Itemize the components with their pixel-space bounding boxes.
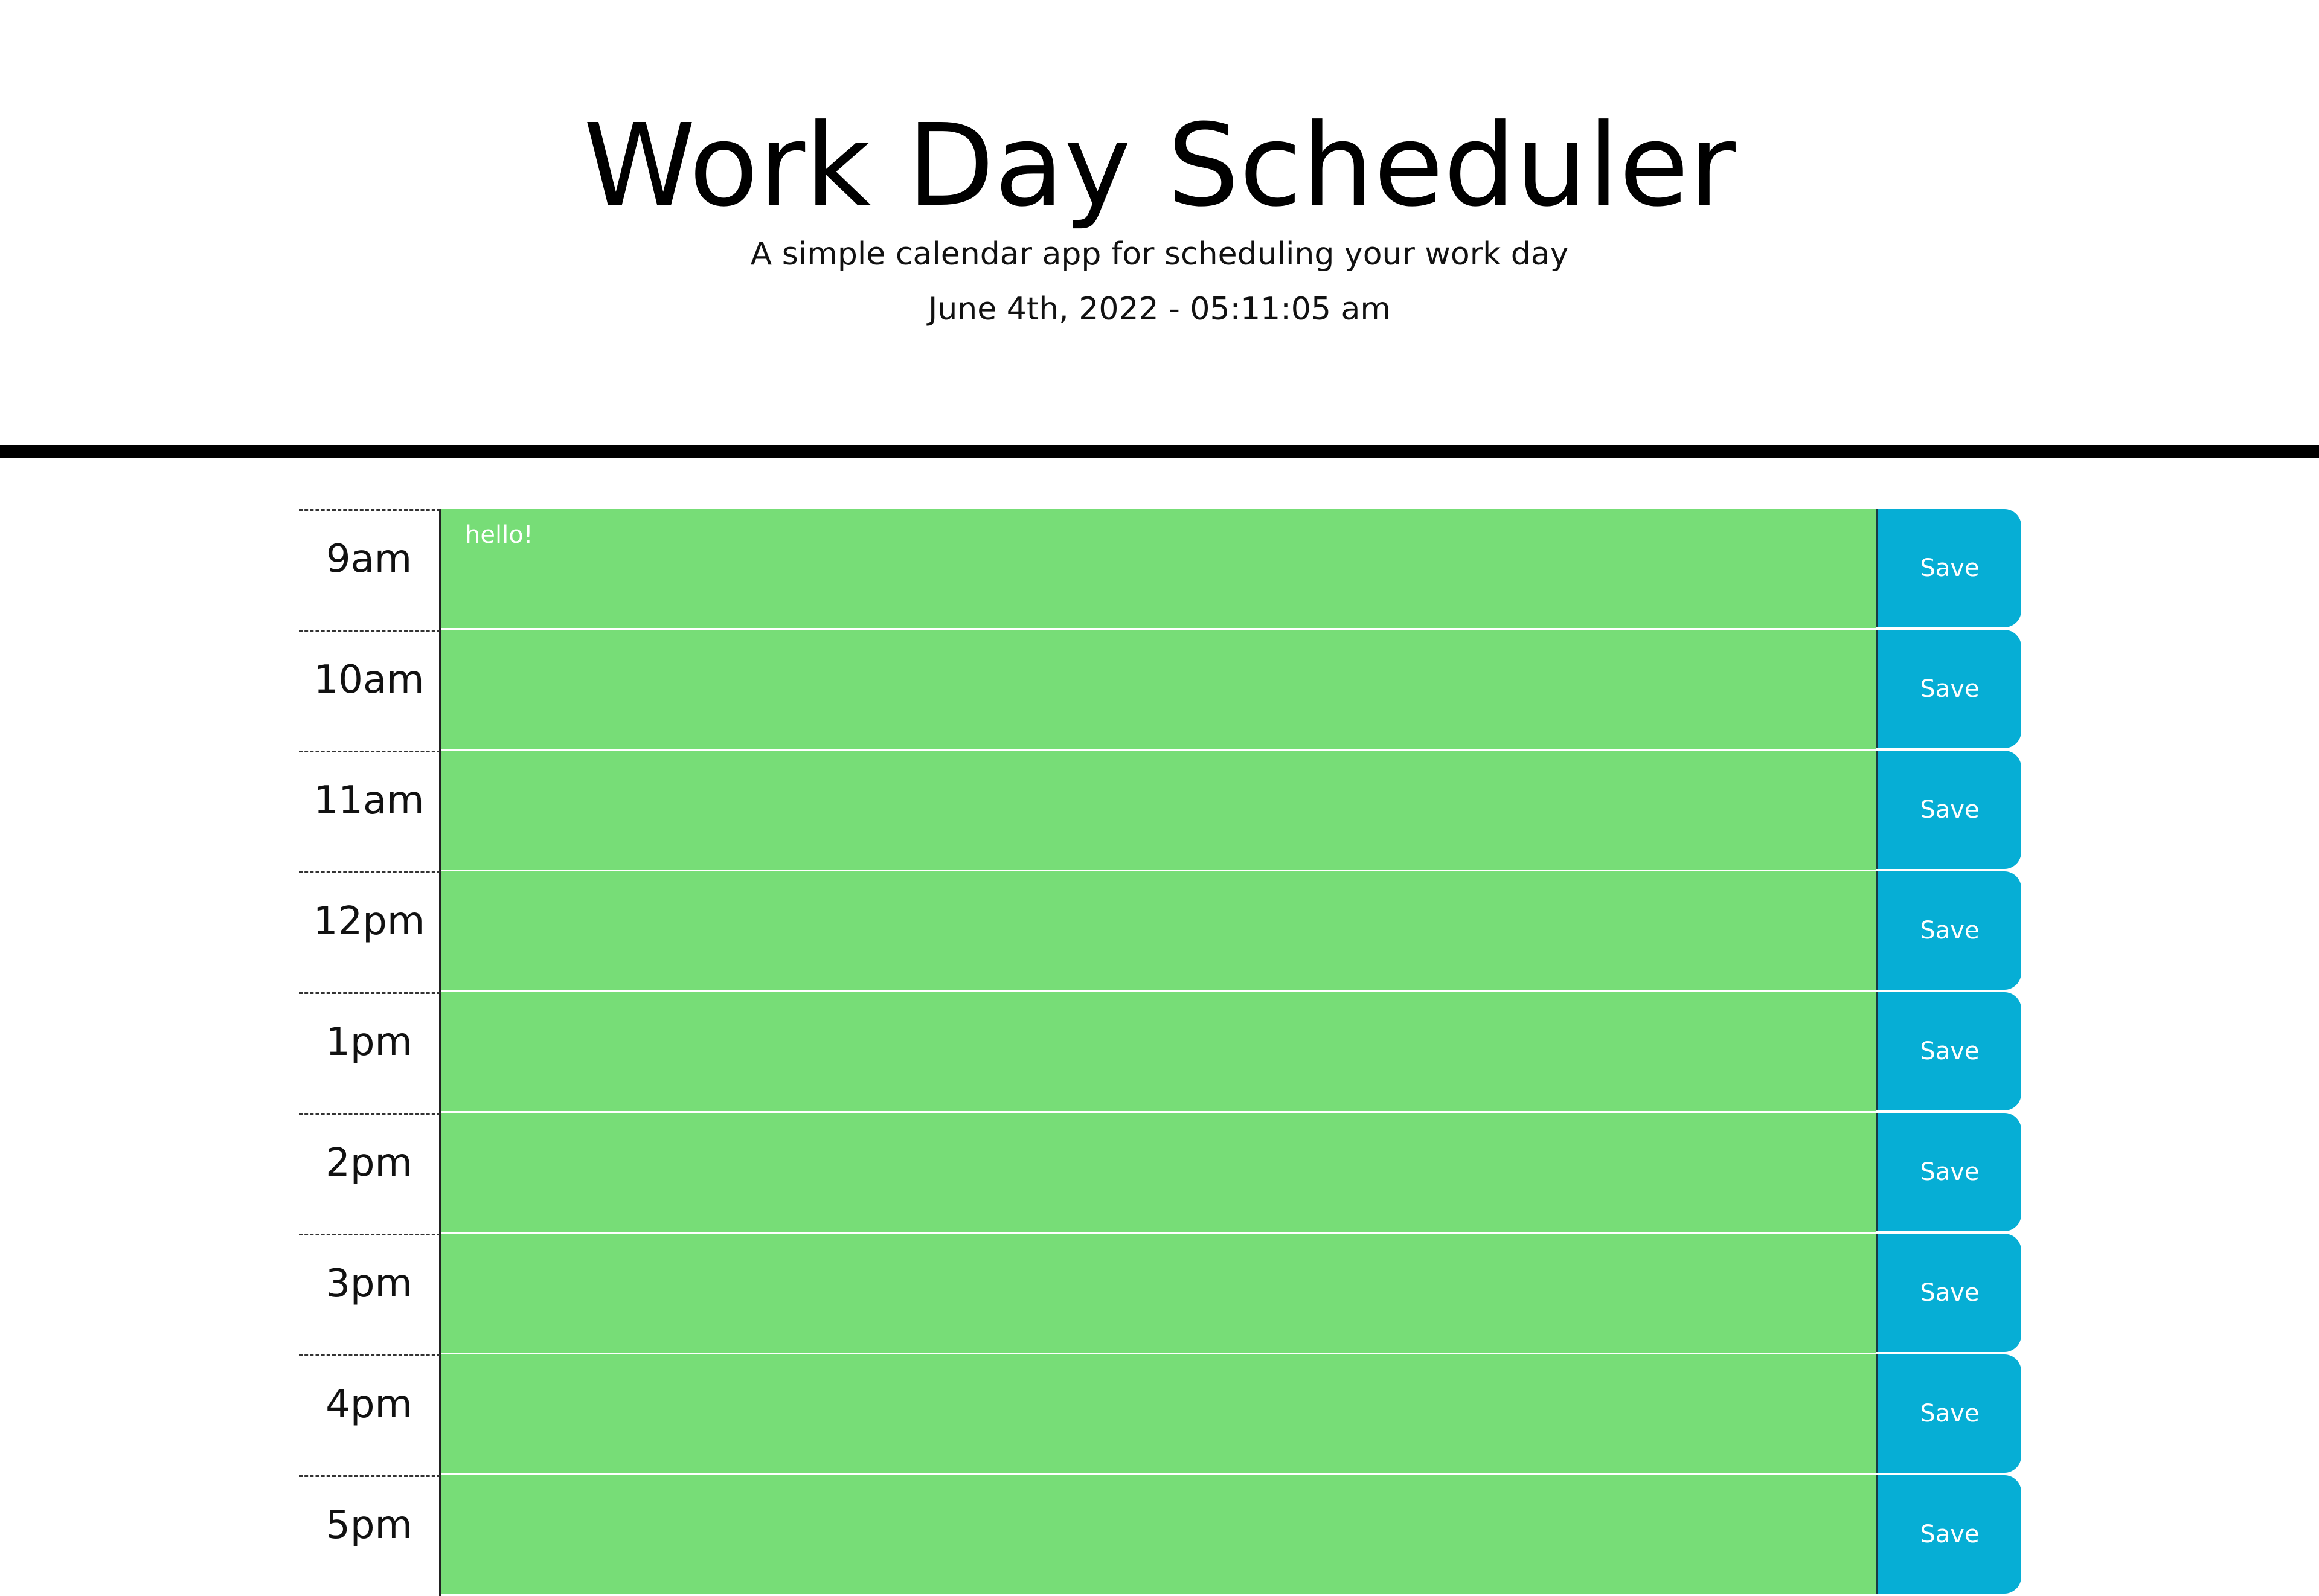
current-datetime: June 4th, 2022 - 05:11:05 am [928,291,1391,327]
save-button[interactable]: Save [1876,1354,2021,1473]
hour-label: 10am [299,630,441,751]
event-description-input[interactable] [441,871,1876,992]
hour-label: 2pm [299,1113,441,1234]
page-title: Work Day Scheduler [583,100,1736,232]
hour-label: 9am [299,509,441,630]
save-button[interactable]: Save [1876,1475,2021,1594]
save-button[interactable]: Save [1876,871,2021,990]
time-block-row [299,1475,2021,1596]
time-block-row [299,1113,2021,1234]
hour-label: 5pm [299,1475,441,1596]
time-block-row [299,992,2021,1113]
hour-label: 4pm [299,1354,441,1475]
event-description-input[interactable] [441,751,1876,871]
page-subtitle: A simple calendar app for scheduling your work day [750,236,1569,272]
event-description-input[interactable] [441,509,1876,630]
save-button[interactable]: Save [1876,992,2021,1110]
time-block-row [299,1354,2021,1475]
hour-label: 3pm [299,1234,441,1354]
save-button[interactable]: Save [1876,630,2021,748]
time-block-row [299,1234,2021,1354]
event-description-input[interactable] [441,1475,1876,1596]
hour-label: 1pm [299,992,441,1113]
save-button[interactable]: Save [1876,751,2021,869]
event-description-input[interactable] [441,630,1876,751]
time-block-row [299,871,2021,992]
time-block-row [299,509,2021,630]
time-block-row [299,630,2021,751]
time-block-row [299,751,2021,871]
hour-label: 12pm [299,871,441,992]
event-description-input[interactable] [441,992,1876,1113]
page-header [0,0,2319,445]
save-button[interactable]: Save [1876,1113,2021,1231]
schedule-container [299,509,2021,1596]
event-description-input[interactable] [441,1234,1876,1354]
save-button[interactable]: Save [1876,1234,2021,1352]
hour-label: 11am [299,751,441,871]
event-description-input[interactable] [441,1354,1876,1475]
event-description-input[interactable] [441,1113,1876,1234]
header-divider [0,445,2319,458]
save-button[interactable]: Save [1876,509,2021,627]
